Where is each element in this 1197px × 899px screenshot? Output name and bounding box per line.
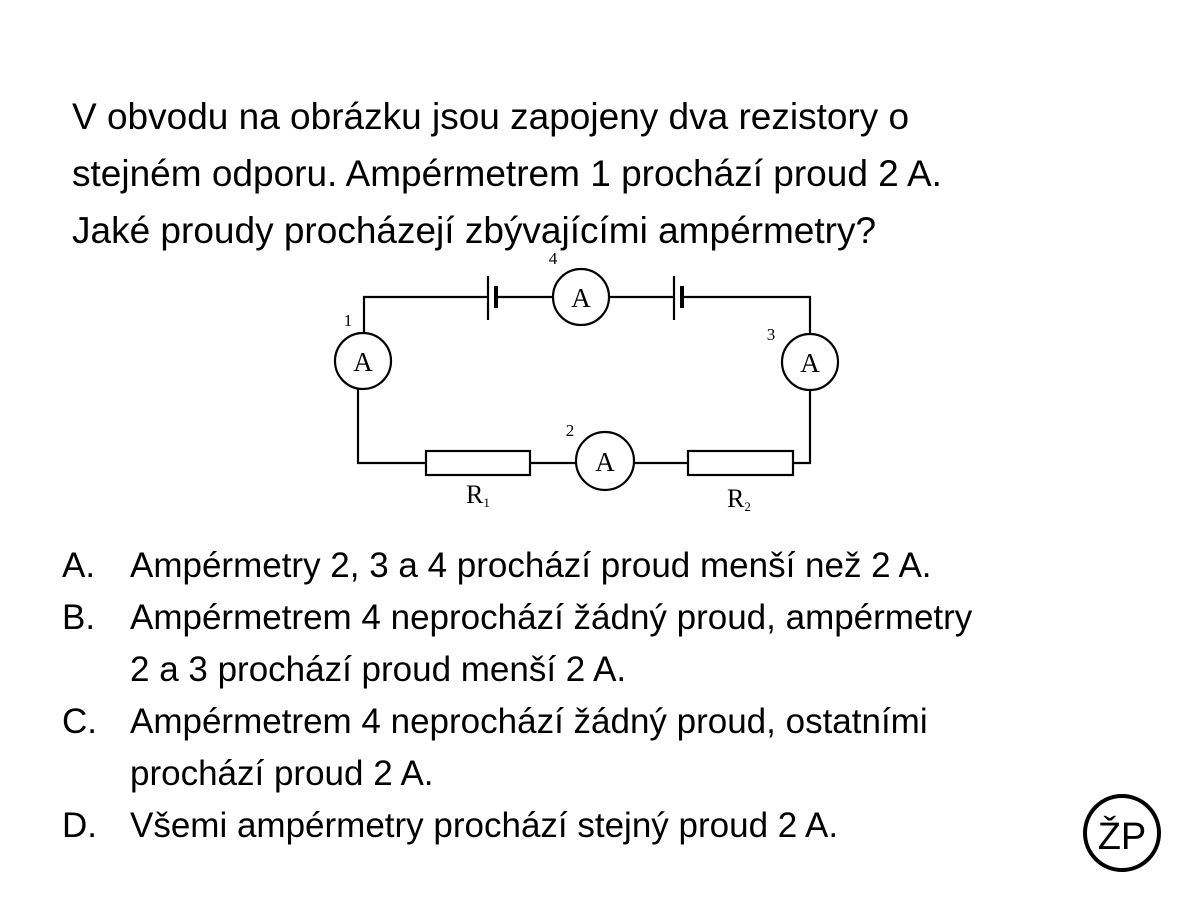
answer-letter: C. [62,702,97,741]
ammeter-1-symbol: A [353,347,373,377]
wire-top-right [682,297,810,334]
answer-line: Ampérmetrem 4 neprochází žádný proud, ampérmetry [130,598,973,637]
wire-top-left [364,297,488,332]
answer-text [130,592,1142,696]
resistor-r1-label: R1 [466,480,490,510]
resistor-r2-label: R2 [727,484,751,514]
ammeter-3 [782,334,838,390]
ammeter-4-symbol: A [571,283,591,313]
ammeter-3-symbol: A [800,348,820,378]
ammeter-2-symbol: A [595,447,615,477]
answer-line: Ampérmetry 2, 3 a 4 prochází proud menší než 2 A. [130,546,932,585]
answer-line: Ampérmetrem 4 neprochází žádný proud, ostatními [130,702,928,741]
answer-line: prochází proud 2 A. [130,754,434,793]
answer-option-a[interactable] [62,540,1142,592]
battery-left [488,276,496,320]
wire-left-bottom [358,388,426,463]
answer-letter: A. [62,546,96,585]
answer-line: 2 a 3 prochází proud menší 2 A. [130,650,627,689]
question-line: stejném odporu. Ampérmetrem 1 prochází proud 2 A. [72,153,942,194]
question-line: V obvodu na obrázku jsou zapojeny dva rezistory o [72,96,910,137]
ammeter-1-number: 1 [343,311,353,330]
answer-letter: B. [62,598,96,637]
ammeter-3-number: 3 [766,325,776,344]
question-line: Jaké proudy procházejí zbývajícími ampérmetry? [72,210,877,251]
zp-logo-text: ŽP [1097,816,1147,858]
answer-letter: D. [62,806,97,845]
resistor-r2 [688,451,793,475]
wire-right-bottom [793,390,810,463]
battery-right [674,276,682,320]
answer-option-d[interactable] [62,800,1142,852]
zp-logo [1082,793,1162,873]
ammeter-1 [335,333,391,389]
resistor-r1 [426,451,530,475]
answer-option-c[interactable] [62,696,1142,800]
ammeter-2 [576,432,634,490]
answer-text [130,696,1142,800]
answer-line: Všemi ampérmetry prochází stejný proud 2 A. [130,806,839,845]
ammeter-4 [553,269,609,325]
ammeter-4-number: 4 [548,249,558,268]
ammeter-2-number: 2 [565,421,575,440]
answer-options [62,540,1142,852]
answer-text [130,800,1142,852]
answer-option-b[interactable] [62,592,1142,696]
answer-text [130,540,1142,592]
